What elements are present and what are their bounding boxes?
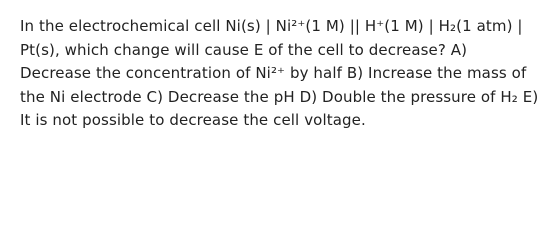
question-text: In the electrochemical cell Ni(s) | Ni²⁺(1 M) || H⁺(1 M) | H₂(1 atm) | Pt(s), which change will cause E of the cell to decrease? A) Decrease the concentration of Ni²⁺ by half B) Increase the mass of the Ni electrode C) Decrease the pH D) Double the pressure of H₂ E) It is not possible to decrease the cell voltage.	[20, 17, 539, 129]
